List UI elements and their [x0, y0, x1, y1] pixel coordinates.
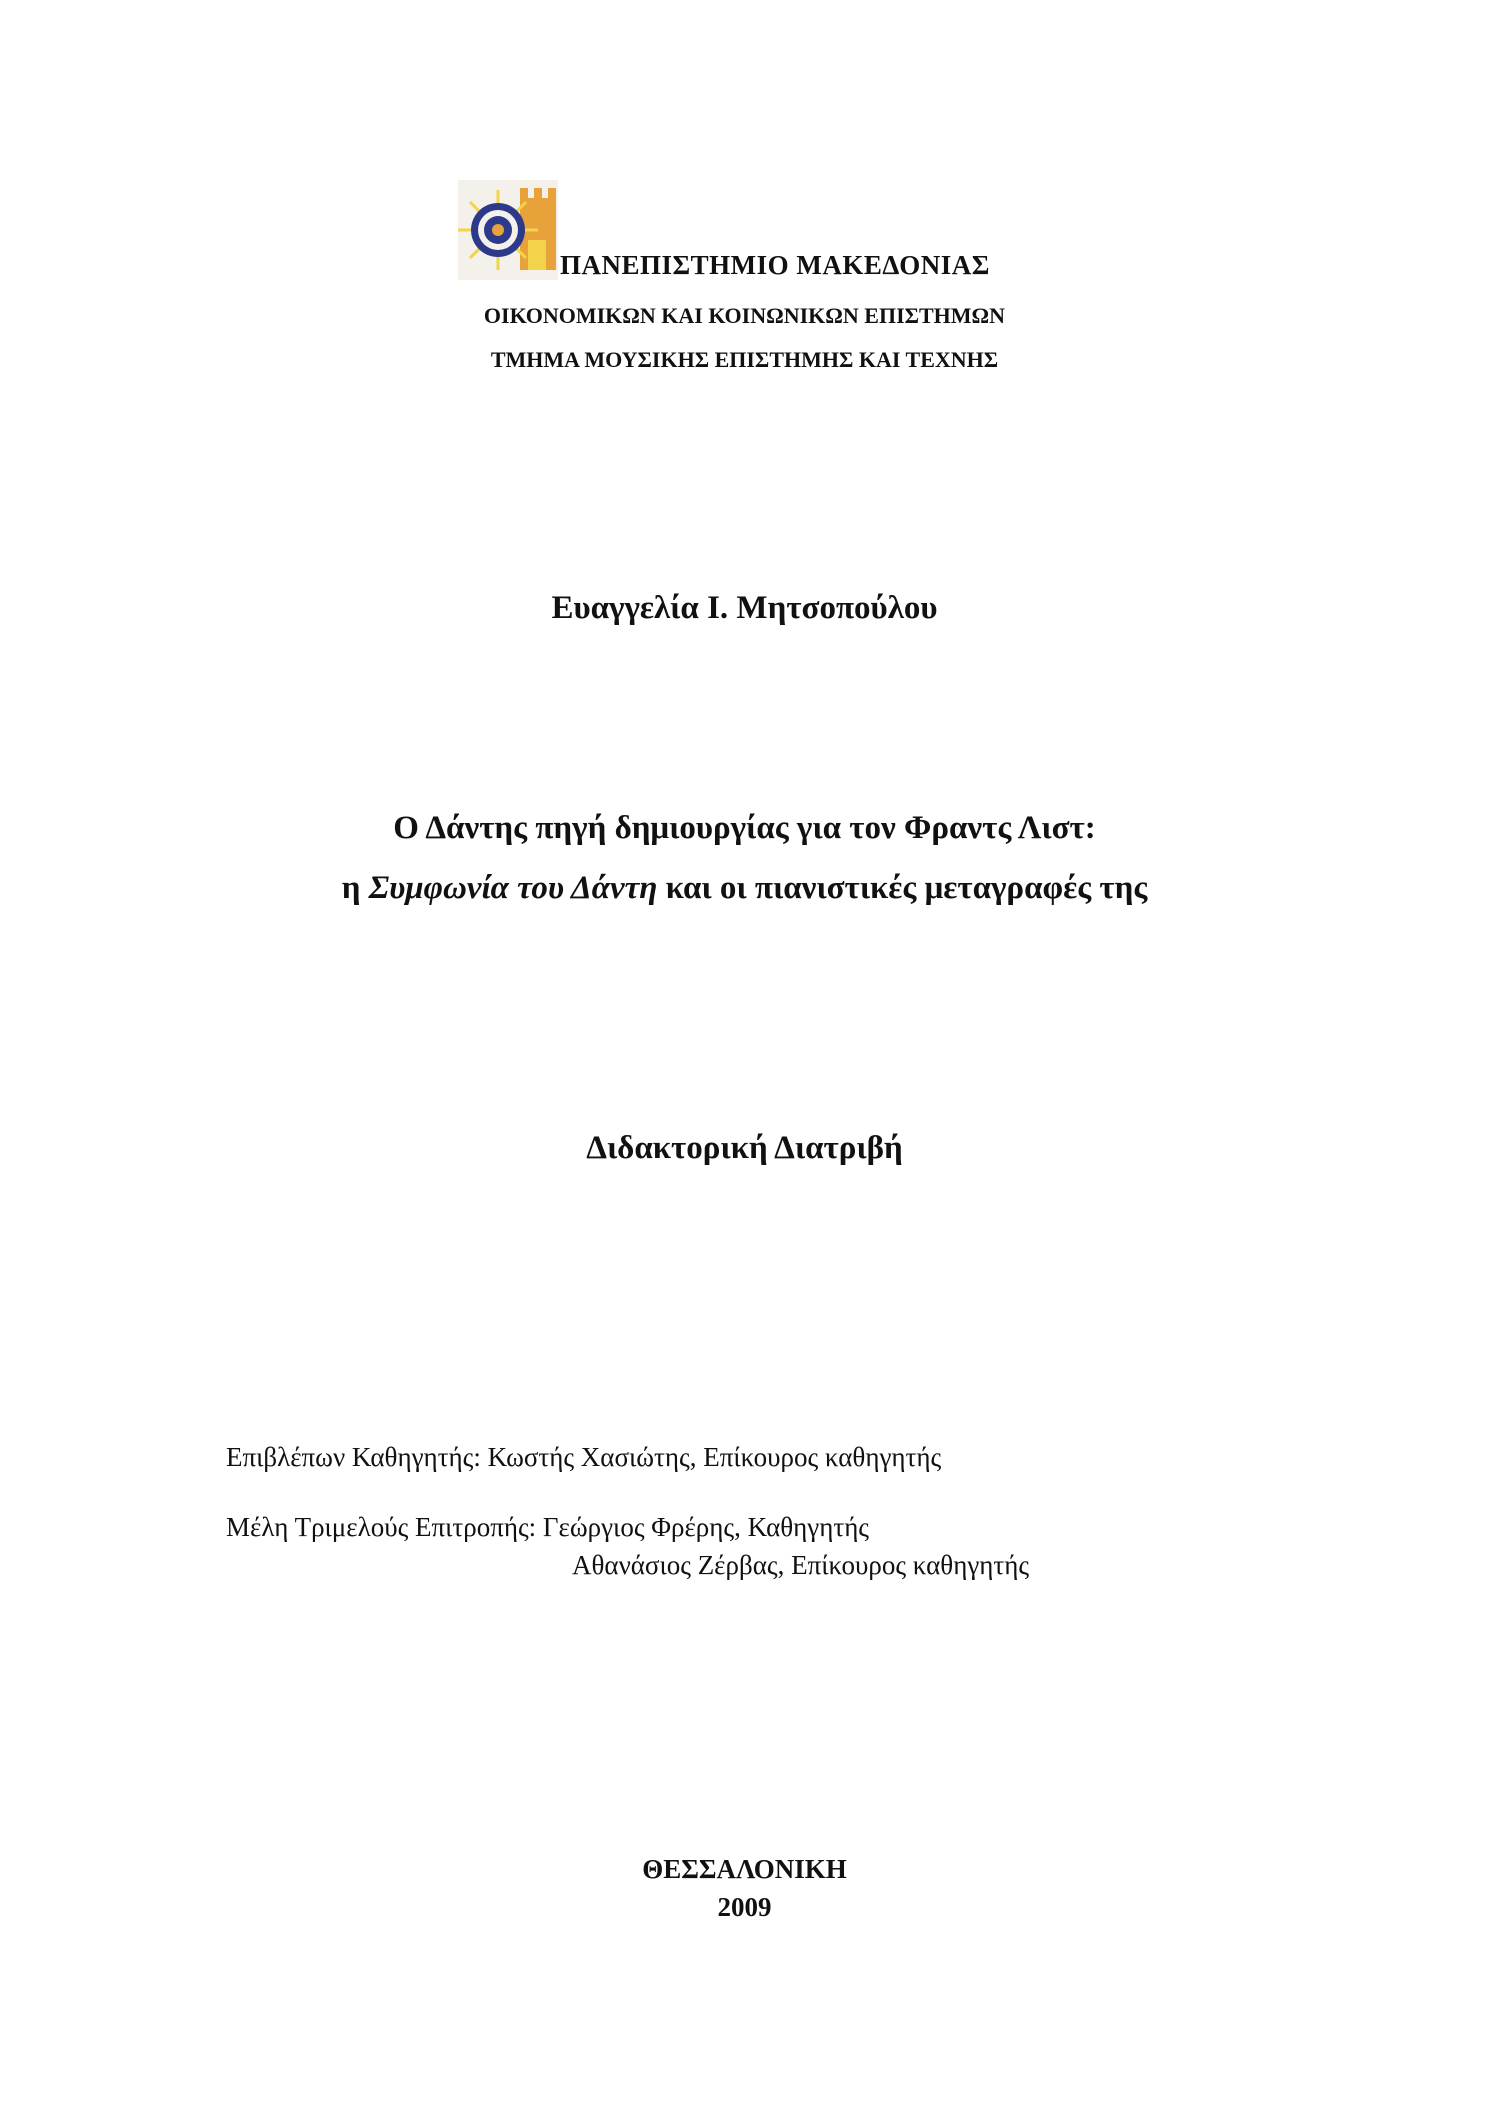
university-seal-icon	[458, 180, 558, 280]
author-name: Ευαγγελία Ι. Μητσοπούλου	[551, 590, 938, 626]
title-suffix: και οι πιανιστικές μεταγραφές της	[657, 870, 1148, 906]
city: ΘΕΣΣΑΛΟΝΙΚΗ	[642, 1854, 847, 1884]
faculty-name: ΟΙΚΟΝΟΜΙΚΩΝ ΚΑΙ ΚΟΙΝΩΝΙΚΩΝ ΕΠΙΣΤΗΜΩΝ	[483, 303, 1006, 328]
thesis-title-line2	[0, 870, 1489, 907]
year: 2009	[717, 1892, 772, 1922]
committee-members-line2: Αθανάσιος Ζέρβας, Επίκουρος καθηγητής	[572, 1550, 1030, 1580]
supervisor-line: Επιβλέπων Καθηγητής: Κωστής Χασιώτης, Επίκουρος καθηγητής	[226, 1442, 942, 1472]
university-name: ΠΑΝΕΠΙΣΤΗΜΙΟ ΜΑΚΕΔΟΝΙΑΣ	[560, 250, 990, 280]
thesis-type: Διδακτορική Διατριβή	[586, 1130, 903, 1166]
committee-members-line1: Μέλη Τριμελούς Επιτροπής: Γεώργιος Φρέρης, Καθηγητής	[226, 1512, 870, 1542]
title-prefix: η	[341, 870, 369, 906]
thesis-title-line1: Ο Δάντης πηγή δημιουργίας για τον Φραντς Λιστ:	[393, 810, 1096, 846]
department-name: ΤΜΗΜΑ ΜΟΥΣΙΚΗΣ ΕΠΙΣΤΗΜΗΣ ΚΑΙ ΤΕΧΝΗΣ	[490, 347, 999, 372]
university-logo	[458, 180, 558, 280]
title-italic-work: Συμφωνία του Δάντη	[368, 870, 658, 906]
